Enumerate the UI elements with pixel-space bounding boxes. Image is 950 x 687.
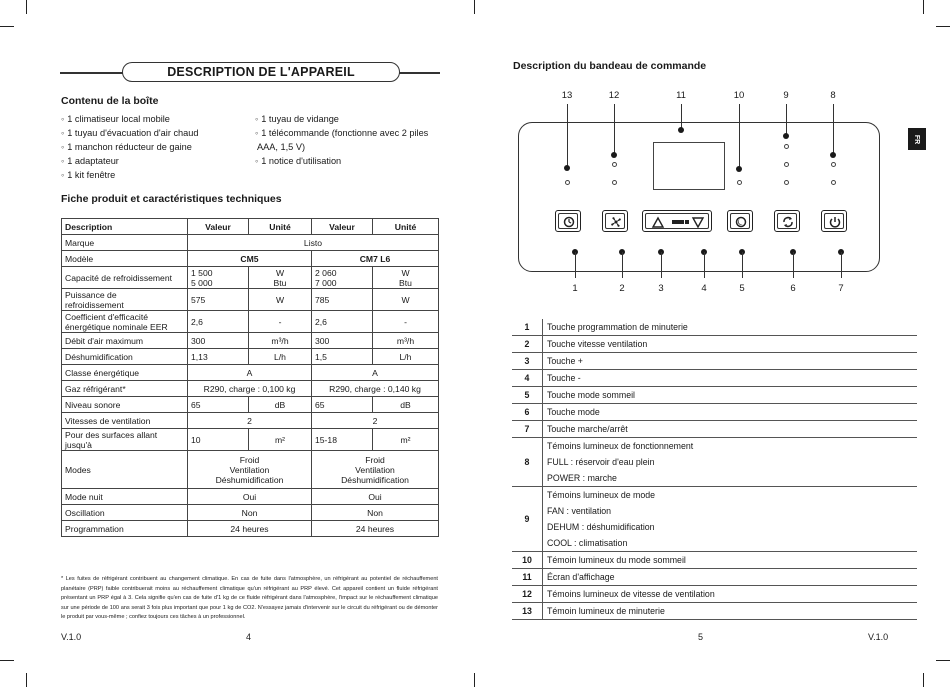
legend-row [512, 370, 917, 387]
legend-number: 1 [512, 319, 543, 336]
legend-text: Touche mode [543, 404, 918, 421]
page-number: 4 [246, 632, 252, 642]
mode-button[interactable] [774, 210, 800, 232]
table-cell: L/h [249, 349, 312, 365]
legend-row [512, 353, 917, 370]
legend-number: 6 [512, 404, 543, 421]
power-icon [822, 211, 848, 233]
contents-list-2 [255, 112, 445, 168]
mode-icon [775, 211, 801, 233]
sleep-led [737, 180, 742, 185]
fan-icon [603, 211, 629, 233]
table-cell: dB [373, 397, 439, 413]
legend-text: Témoin lumineux de minuterie [543, 603, 918, 620]
sleep-button[interactable] [727, 210, 753, 232]
table-cell: Classe énergétique [62, 365, 188, 381]
legend-text: Touche programmation de minuterie [543, 319, 918, 336]
table-cell: m³/h [249, 333, 312, 349]
title-banner [60, 64, 440, 81]
table-cell: R290, charge : 0,100 kg [188, 381, 312, 397]
legend-number: 9 [512, 487, 543, 552]
plus-minus-icon [643, 211, 713, 233]
mode-led [784, 180, 789, 185]
table-cell: 2,6 [312, 311, 373, 333]
table-row [62, 289, 439, 311]
power-button[interactable] [821, 210, 847, 232]
table-cell: 10 [188, 429, 249, 451]
table-cell: 2 060 7 000 [312, 267, 373, 289]
panel-heading: Description du bandeau de commande [513, 60, 707, 72]
version-label: V.1.0 [868, 632, 889, 642]
legend-text: Témoins lumineux de mode FAN : ventilation DEHUM : déshumidification COOL : climatisation [543, 487, 918, 552]
legend-row [512, 404, 917, 421]
table-cell: 785 [312, 289, 373, 311]
legend-number: 8 [512, 438, 543, 487]
legend-row [512, 569, 917, 586]
table-cell: Non [312, 505, 439, 521]
callout-number: 8 [830, 90, 836, 101]
legend-text: Témoins lumineux de vitesse de ventilation [543, 586, 918, 603]
legend-number: 2 [512, 336, 543, 353]
table-row [62, 251, 439, 267]
legend-row [512, 336, 917, 353]
table-cell: W [249, 289, 312, 311]
legend-row [512, 487, 917, 552]
table-cell: - [373, 311, 439, 333]
table-cell: W [373, 289, 439, 311]
table-cell: Vitesses de ventilation [62, 413, 188, 429]
table-cell: Unité [373, 219, 439, 235]
table-cell: Oui [312, 489, 439, 505]
callout-number: 5 [739, 283, 745, 294]
fan-speed-led [612, 162, 617, 167]
list-item: ◦ 1 tuyau de vidange [255, 112, 445, 126]
table-cell: Froid Ventilation Déshumidification [188, 451, 312, 489]
legend-row [512, 586, 917, 603]
legend-text: Touche vitesse ventilation [543, 336, 918, 353]
legend-row [512, 421, 917, 438]
table-cell: Mode nuit [62, 489, 188, 505]
table-cell: Déshumidification [62, 349, 188, 365]
callout-number: 12 [608, 90, 620, 101]
table-cell: Gaz réfrigérant* [62, 381, 188, 397]
timer-icon [556, 211, 582, 233]
table-cell: Non [188, 505, 312, 521]
table-cell: - [249, 311, 312, 333]
callout-number: 6 [790, 283, 796, 294]
table-cell: 1 500 5 000 [188, 267, 249, 289]
right-page [475, 0, 950, 687]
fan-speed-button[interactable] [602, 210, 628, 232]
table-cell: m² [249, 429, 312, 451]
table-cell: L/h [373, 349, 439, 365]
list-item-continuation: AAA, 1,5 V) [257, 142, 306, 152]
legend-text: Touche + [543, 353, 918, 370]
mode-led [784, 162, 789, 167]
callout-number: 1 [572, 283, 578, 294]
legend-text: Touche - [543, 370, 918, 387]
table-cell: W Btu [249, 267, 312, 289]
table-row [62, 521, 439, 537]
list-item: ◦ 1 notice d'utilisation [255, 154, 445, 168]
table-row [62, 489, 439, 505]
table-cell: CM7 L6 [312, 251, 439, 267]
table-cell: Puissance de refroidissement [62, 289, 188, 311]
table-cell: Description [62, 219, 188, 235]
table-cell: Débit d'air maximum [62, 333, 188, 349]
table-cell: Oui [188, 489, 312, 505]
fan-speed-led [612, 180, 617, 185]
list-item: ◦ 1 télécommande (fonctionne avec 2 piles [255, 126, 445, 140]
table-row [62, 333, 439, 349]
legend-number: 7 [512, 421, 543, 438]
page-title: DESCRIPTION DE L'APPAREIL [122, 62, 400, 82]
legend-row [512, 552, 917, 569]
table-cell: Niveau sonore [62, 397, 188, 413]
legend-number: 3 [512, 353, 543, 370]
table-row [62, 381, 439, 397]
table-row [62, 365, 439, 381]
table-cell: W Btu [373, 267, 439, 289]
table-cell: 2 [312, 413, 439, 429]
table-cell: 1,5 [312, 349, 373, 365]
legend-table [512, 319, 917, 620]
legend-text: Écran d'affichage [543, 569, 918, 586]
table-cell: Froid Ventilation Déshumidification [312, 451, 439, 489]
table-cell: Modes [62, 451, 188, 489]
timer-led [565, 180, 570, 185]
callout-number: 13 [561, 90, 573, 101]
list-item: ◦ 1 tuyau d'évacuation d'air chaud [61, 126, 251, 140]
callout-number: 4 [701, 283, 707, 294]
table-cell: 1,13 [188, 349, 249, 365]
legend-text: Touche marche/arrêt [543, 421, 918, 438]
table-cell: A [312, 365, 439, 381]
mode-led [784, 144, 789, 149]
table-row [62, 219, 439, 235]
list-item: ◦ 1 climatiseur local mobile [61, 112, 251, 126]
legend-row [512, 387, 917, 404]
timer-button[interactable] [555, 210, 581, 232]
legend-number: 12 [512, 586, 543, 603]
legend-row [512, 319, 917, 336]
table-cell: m³/h [373, 333, 439, 349]
table-cell: 24 heures [312, 521, 439, 537]
legend-number: 10 [512, 552, 543, 569]
table-cell: R290, charge : 0,140 kg [312, 381, 439, 397]
list-item: ◦ 1 kit fenêtre [61, 168, 251, 182]
table-cell: dB [249, 397, 312, 413]
table-cell: 65 [188, 397, 249, 413]
table-row [62, 267, 439, 289]
table-cell: Marque [62, 235, 188, 251]
table-row [62, 505, 439, 521]
table-cell: Listo [188, 235, 439, 251]
table-row [62, 349, 439, 365]
legend-number: 4 [512, 370, 543, 387]
specs-heading: Fiche produit et caractéristiques techniques [61, 193, 282, 205]
table-cell: 300 [188, 333, 249, 349]
table-row [62, 413, 439, 429]
table-row [62, 397, 439, 413]
table-cell: Oscillation [62, 505, 188, 521]
language-tab: FR [908, 128, 926, 150]
legend-text: Témoins lumineux de fonctionnement FULL : réservoir d'eau plein POWER : marche [543, 438, 918, 487]
callout-number: 2 [619, 283, 625, 294]
status-led [831, 180, 836, 185]
table-cell: Capacité de refroidissement [62, 267, 188, 289]
legend-row [512, 438, 917, 487]
contents-heading: Contenu de la boîte [61, 95, 159, 107]
footnote: * Les fuites de réfrigérant contribuent au changement climatique. En cas de fuite dans l'atmosphère, un réfrigérant au potentiel de réchauffement planétaire (PRP) faible contribuerait moins au réchauffement climatique qu'un réfrigérant au PRP élevé. Cet appareil contient un fluide réfrigérant présentant un PRP égal à 3. Cela signifie qu'en cas de fuite d'1 kg de ce fluide réfrigérant dans l'atmosphère, l'impact sur le réchauffement climatique sur une période de 100 ans serait 3 fois plus important que pour 1 kg de CO2. N'essayez jamais d'intervenir sur le circuit du réfrigérant ou de démonter le produit par vous-même ; confiez toujours ces tâches à un professionnel. [61, 576, 438, 620]
table-cell: Programmation [62, 521, 188, 537]
table-cell: Unité [249, 219, 312, 235]
sleep-icon [728, 211, 754, 233]
legend-text: Témoin lumineux du mode sommeil [543, 552, 918, 569]
table-cell: 2,6 [188, 311, 249, 333]
table-cell: Valeur [312, 219, 373, 235]
list-item: ◦ 1 adaptateur [61, 154, 251, 168]
callout-number: 7 [838, 283, 844, 294]
table-cell: 575 [188, 289, 249, 311]
table-cell: Coefficient d'efficacité énergétique nominale EER [62, 311, 188, 333]
list-item: ◦ 1 manchon réducteur de gaine [61, 140, 251, 154]
table-cell: 65 [312, 397, 373, 413]
table-row [62, 429, 439, 451]
table-cell: Valeur [188, 219, 249, 235]
legend-text: Touche mode sommeil [543, 387, 918, 404]
page-number: 5 [698, 632, 704, 642]
table-cell: 24 heures [188, 521, 312, 537]
table-row [62, 451, 439, 489]
version-label: V.1.0 [61, 632, 82, 642]
table-cell: m² [373, 429, 439, 451]
status-led [831, 162, 836, 167]
spec-table [61, 218, 439, 537]
table-cell: CM5 [188, 251, 312, 267]
table-cell: 15-18 [312, 429, 373, 451]
contents-list-1 [61, 112, 251, 182]
callout-number: 11 [676, 90, 686, 101]
legend-number: 5 [512, 387, 543, 404]
display-screen [653, 142, 725, 190]
callout-number: 10 [733, 90, 745, 101]
callout-number: 9 [783, 90, 789, 101]
table-row [62, 311, 439, 333]
legend-number: 11 [512, 569, 543, 586]
table-cell: 300 [312, 333, 373, 349]
table-cell: 2 [188, 413, 312, 429]
table-cell: Modèle [62, 251, 188, 267]
plus-minus-button[interactable] [642, 210, 712, 232]
legend-number: 13 [512, 603, 543, 620]
table-row [62, 235, 439, 251]
legend-row [512, 603, 917, 620]
callout-number: 3 [658, 283, 664, 294]
table-cell: Pour des surfaces allant jusqu'à [62, 429, 188, 451]
table-cell: A [188, 365, 312, 381]
